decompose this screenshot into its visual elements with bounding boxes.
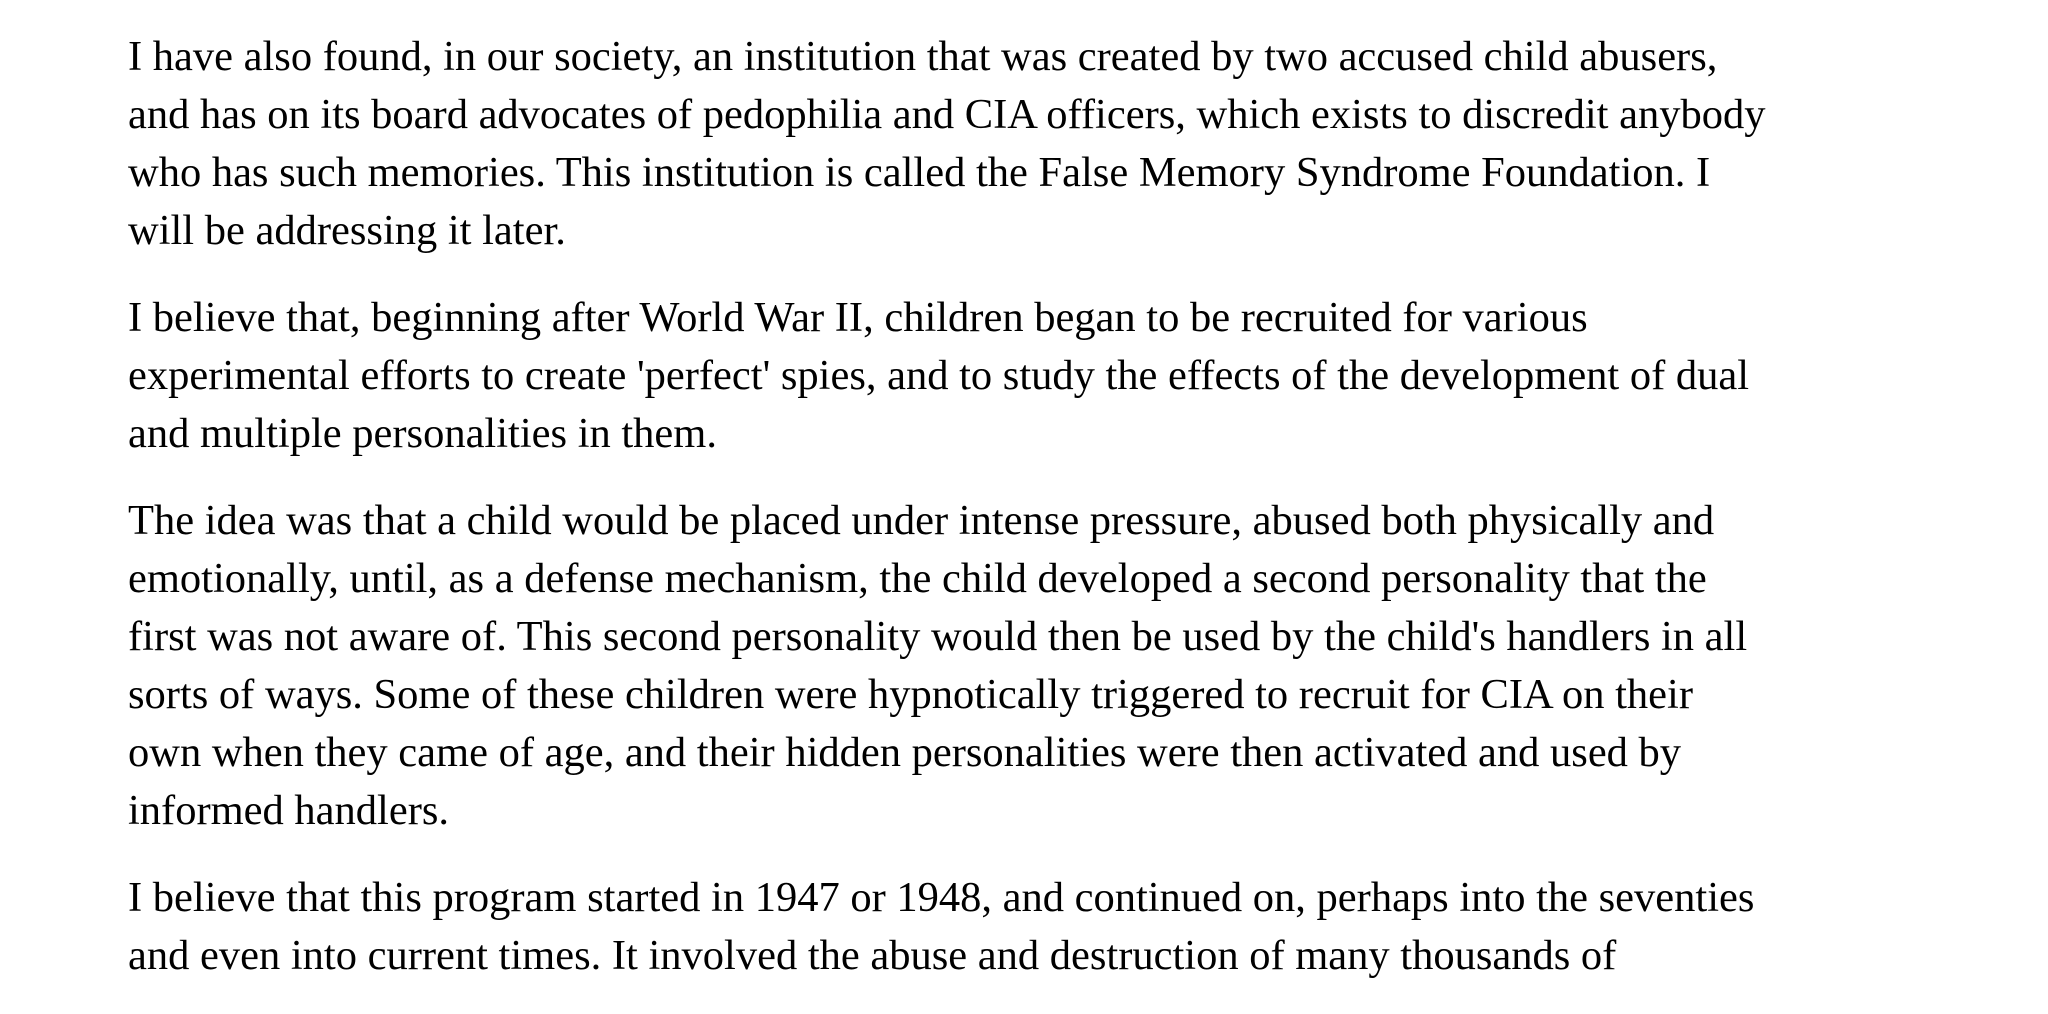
text-line: I believe that this program started in 1947 or 1948, and continued on, perhaps into the seventies	[128, 874, 1755, 921]
text-line: experimental efforts to create 'perfect' spies, and to study the effects of the development of dual	[128, 352, 1750, 399]
paragraph-3	[128, 492, 1928, 840]
text-line: sorts of ways. Some of these children were hypnotically triggered to recruit for CIA on their	[128, 671, 1693, 718]
text-line: The idea was that a child would be placed under intense pressure, abused both physically and	[128, 497, 1715, 544]
paragraph-2	[128, 289, 1928, 463]
text-line: who has such memories. This institution is called the False Memory Syndrome Foundation. I	[128, 149, 1711, 196]
paragraph-1	[128, 28, 1928, 260]
text-line: own when they came of age, and their hidden personalities were then activated and used by	[128, 729, 1682, 776]
document-body	[128, 28, 1928, 1014]
text-line: and has on its board advocates of pedophilia and CIA officers, which exists to discredit anybody	[128, 91, 1766, 138]
text-line: and multiple personalities in them.	[128, 410, 717, 457]
text-line: informed handlers.	[128, 787, 450, 834]
text-line: emotionally, until, as a defense mechanism, the child developed a second personality that the	[128, 555, 1707, 602]
text-line: I have also found, in our society, an institution that was created by two accused child abusers,	[128, 33, 1718, 80]
text-line: and even into current times. It involved the abuse and destruction of many thousands of	[128, 932, 1617, 979]
text-line: first was not aware of. This second personality would then be used by the child's handlers in all	[128, 613, 1748, 660]
text-line: will be addressing it later.	[128, 207, 566, 254]
paragraph-4	[128, 869, 1928, 985]
text-line: I believe that, beginning after World War II, children began to be recruited for various	[128, 294, 1588, 341]
